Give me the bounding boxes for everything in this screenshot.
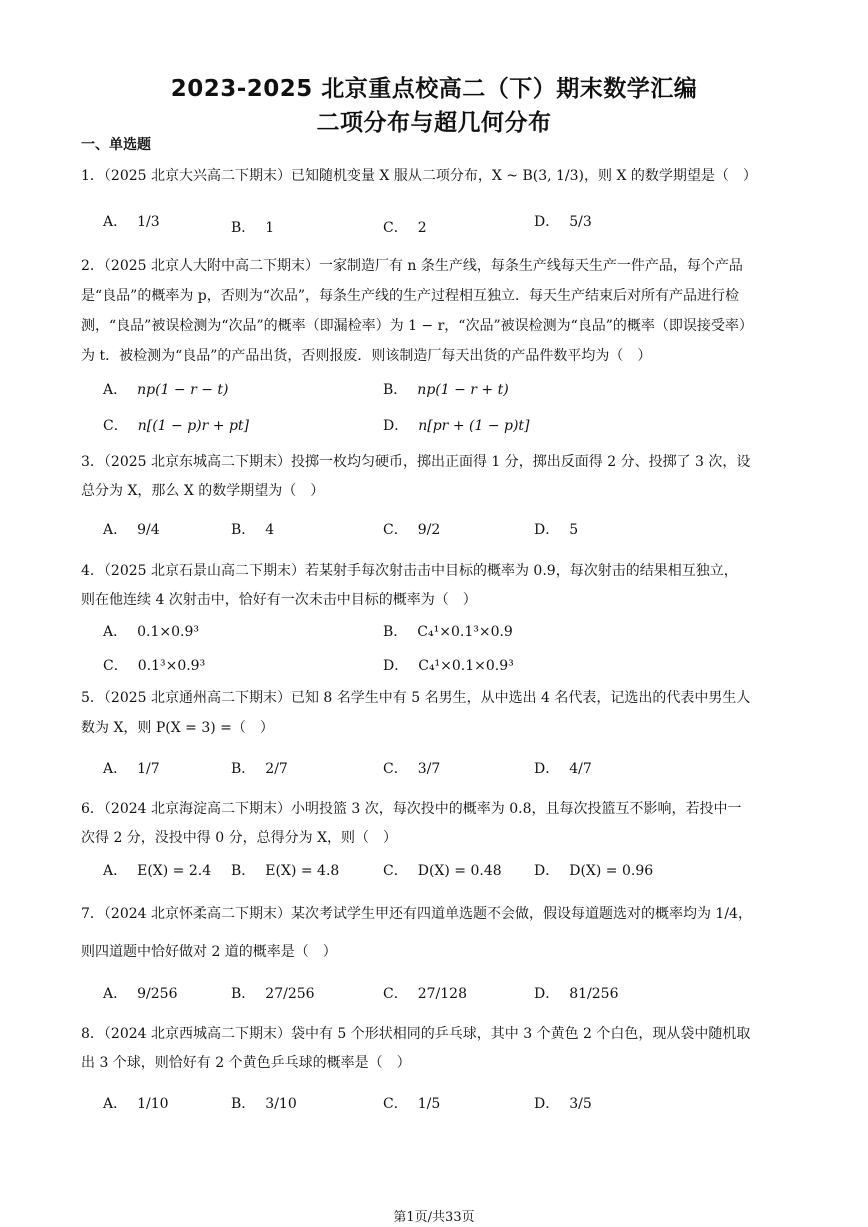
question-6-text-line-2: 次得 2 分，没投中得 0 分，总得分为 X，则（ ） [81, 830, 398, 846]
question-8-text-line-2: 出 3 个球，则恰好有 2 个黄色乒乓球的概率是（ ） [81, 1055, 411, 1071]
question-8-text-line-1: 8．（2024 北京西城高二下期末）袋中有 5 个形状相同的乒乓球，其中 3 个黄色 2 个白色，现从袋中随机取 [81, 1026, 751, 1042]
q2-option-b[interactable]: B． np(1 − r + t) [383, 382, 509, 398]
question-7-text-line-1: 7．（2024 北京怀柔高二下期末）某次考试学生甲还有四道单选题不会做，假设每道题选对的概率均为 1/4， [81, 906, 752, 922]
question-7-text-line-2: 则四道题中恰好做对 2 道的概率是（ ） [81, 944, 337, 960]
q7-option-b[interactable]: B． 27/256 [231, 986, 315, 1002]
question-3-text-line-1: 3．（2025 北京东城高二下期末）投掷一枚均匀硬币，掷出正面得 1 分，掷出反面得 2 分、投掷了 3 次，设 [81, 454, 751, 470]
q6-option-a[interactable]: A． E(X) = 2.4 [103, 863, 212, 879]
q5-option-d[interactable]: D． 4/7 [534, 761, 592, 777]
q8-option-a[interactable]: A． 1/10 [103, 1096, 169, 1112]
q3-option-d[interactable]: D． 5 [534, 522, 579, 538]
question-2-text-line-3: 测，“良品”被误检测为“次品”的概率（即漏检率）为 1 − r，“次品”被误检测为“良品”的概率（即误接受率） [81, 318, 753, 334]
q6-option-b[interactable]: B． E(X) = 4.8 [231, 863, 340, 879]
q6-option-d[interactable]: D． D(X) = 0.96 [534, 863, 654, 879]
q1-option-b[interactable]: B． 1 [231, 220, 275, 236]
q7-option-c[interactable]: C． 27/128 [383, 986, 467, 1002]
question-5-text-line-1: 5．（2025 北京通州高二下期末）已知 8 名学生中有 5 名男生，从中选出 4 名代表，记选出的代表中男生人 [81, 690, 751, 706]
q1-option-c[interactable]: C． 2 [383, 220, 427, 236]
q8-option-c[interactable]: C． 1/5 [383, 1096, 441, 1112]
question-2-text-line-2: 是“良品”的概率为 p，否则为“次品”，每条生产线的生产过程相互独立．每天生产结束后对所有产品进行检 [81, 288, 740, 304]
q5-option-b[interactable]: B． 2/7 [231, 761, 288, 777]
q2-option-d[interactable]: D． n[pr + (1 − p)t] [383, 418, 530, 434]
q4-option-c[interactable]: C． 0.1³×0.9³ [103, 658, 206, 674]
q8-option-b[interactable]: B． 3/10 [231, 1096, 297, 1112]
question-3-text-line-2: 总分为 X，那么 X 的数学期望为（ ） [81, 483, 325, 499]
q8-option-d[interactable]: D． 3/5 [534, 1096, 592, 1112]
q5-option-a[interactable]: A． 1/7 [103, 761, 160, 777]
q5-option-c[interactable]: C． 3/7 [383, 761, 441, 777]
question-2-text-line-4: 为 t．被检测为“良品”的产品出货，否则报废．则该制造厂每天出货的产品件数平均为（ ） [81, 348, 652, 364]
q4-option-a[interactable]: A． 0.1×0.9³ [103, 624, 199, 640]
question-5-text-line-2: 数为 X，则 P(X = 3) =（ ） [81, 720, 274, 736]
q3-option-c[interactable]: C． 9/2 [383, 522, 441, 538]
section-heading: 一、单选题 [81, 137, 151, 153]
q4-option-d[interactable]: D． C₄¹×0.1×0.9³ [383, 658, 514, 674]
page-title: 2023-2025 北京重点校高二（下）期末数学汇编 [170, 76, 698, 102]
q1-option-d[interactable]: D． 5/3 [534, 214, 592, 230]
q1-option-a[interactable]: A． 1/3 [103, 214, 160, 230]
question-2-text-line-1: 2．（2025 北京人大附中高二下期末）一家制造厂有 n 条生产线，每条生产线每天生产一件产品，每个产品 [81, 258, 743, 274]
q2-option-a[interactable]: A． np(1 − r − t) [103, 382, 229, 398]
question-4-text-line-2: 则在他连续 4 次射击中，恰好有一次未击中目标的概率为（ ） [81, 592, 477, 608]
page-subtitle: 二项分布与超几何分布 [316, 110, 552, 136]
question-6-text-line-1: 6．（2024 北京海淀高二下期末）小明投篮 3 次，每次投中的概率为 0.8，且每次投篮互不影响，若投中一 [81, 801, 742, 817]
q2-option-c[interactable]: C． n[(1 − p)r + pt] [103, 418, 249, 434]
q6-option-c[interactable]: C． D(X) = 0.48 [383, 863, 502, 879]
question-4-text-line-1: 4．（2025 北京石景山高二下期末）若某射手每次射击击中目标的概率为 0.9，每次射击的结果相互独立， [81, 563, 738, 579]
q7-option-a[interactable]: A． 9/256 [103, 986, 178, 1002]
q3-option-b[interactable]: B． 4 [231, 522, 275, 538]
q4-option-b[interactable]: B． C₄¹×0.1³×0.9 [383, 624, 513, 640]
q3-option-a[interactable]: A． 9/4 [103, 522, 160, 538]
page-footer: 第1页/共33页 [393, 1210, 475, 1225]
q7-option-d[interactable]: D． 81/256 [534, 986, 619, 1002]
question-1-text: 1．（2025 北京大兴高二下期末）已知随机变量 X 服从二项分布，X ~ B(3, 1/3)，则 X 的数学期望是（ ） [81, 168, 757, 184]
